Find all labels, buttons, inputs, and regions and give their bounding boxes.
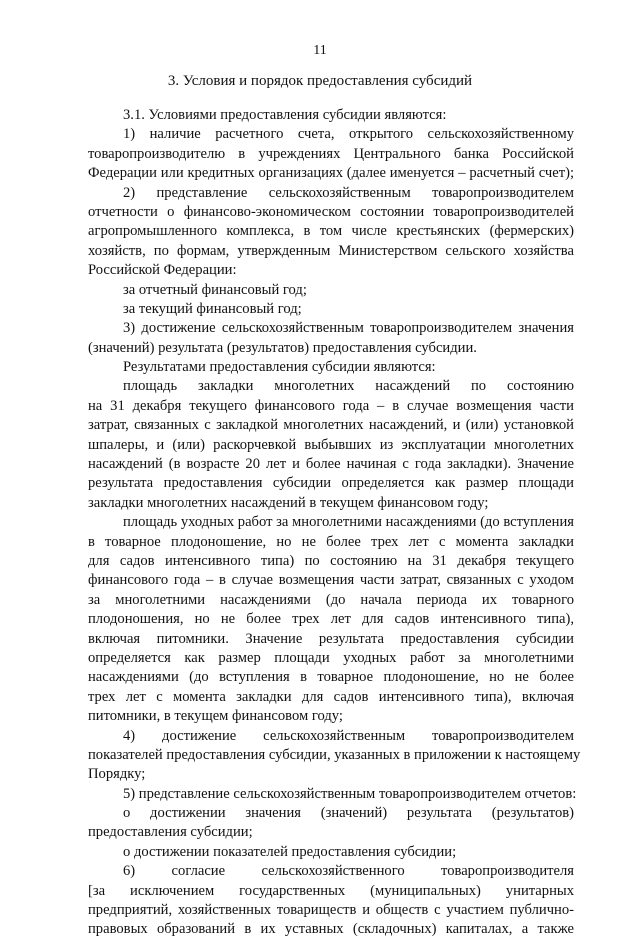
text-line: затрат, связанных с закладкой многолетних насаждений, и (или) установкой xyxy=(88,417,574,434)
text-line: определяется как размер площади уходных работ за многолетними xyxy=(88,649,574,666)
text-line: предприятий, хозяйственных товариществ и обществ с участием публично- xyxy=(88,902,574,919)
text-line: 4) достижение сельскохозяйственным товаропроизводителем xyxy=(123,727,574,744)
text-line: насаждений (в возрасте 20 лет и более начиная с года закладки). Значение xyxy=(88,456,574,473)
text-line: результата предоставления субсидии определяется как размер площади xyxy=(88,475,574,492)
text-line: для садов интенсивного типа) по состоянию на 31 декабря текущего xyxy=(88,552,574,569)
text-line: за отчетный финансовый год; xyxy=(123,281,307,298)
text-line: шпалеры, и (или) раскорчевкой выбывших из эксплуатации многолетних xyxy=(88,436,574,453)
text-line: предоставления субсидии; xyxy=(88,824,253,841)
text-line: 3.1. Условиями предоставления субсидии являются: xyxy=(123,107,447,123)
text-line: за текущий финансовый год; xyxy=(123,300,302,317)
text-line: отчетности о финансово-экономическом состоянии товаропроизводителей xyxy=(88,203,574,220)
text-line: 1) наличие расчетного счета, открытого сельскохозяйственному xyxy=(123,126,574,143)
text-line: хозяйств, по формам, утвержденным Министерством сельского хозяйства xyxy=(88,242,574,259)
text-line: Федерации или кредитных организациях (далее именуется – расчетный счет); xyxy=(88,165,574,182)
text-line: насаждениями (до вступления в товарное плодоношение, но не более xyxy=(88,669,574,686)
document-body xyxy=(88,106,581,940)
text-line: 3) достижение сельскохозяйственным товаропроизводителем значения xyxy=(123,320,574,337)
text-line: Порядку; xyxy=(88,766,146,783)
text-line: [за исключением государственных (муниципальных) унитарных xyxy=(88,882,574,899)
page-number: 11 xyxy=(313,43,327,58)
text-line: включая питомники. Значение результата предоставления субсидии xyxy=(88,630,574,647)
text-line: 5) представление сельскохозяйственным товаропроизводителем отчетов: xyxy=(123,785,577,802)
text-line: о достижении значения (значений) результата (результатов) xyxy=(123,805,574,822)
text-line: площадь закладки многолетних насаждений по состоянию xyxy=(123,378,574,395)
text-line: площадь уходных работ за многолетними насаждениями (до вступления xyxy=(123,514,574,531)
text-line: Российской Федерации: xyxy=(88,262,237,279)
text-line: трех лет с момента закладки для садов интенсивного типа), включая xyxy=(88,688,574,705)
text-line: показателей предоставления субсидии, указанных в приложении к настоящему xyxy=(88,746,581,763)
text-line: о достижении показателей предоставления субсидии; xyxy=(123,843,457,860)
text-line: плодоношения, но не более трех лет для садов интенсивного типа), xyxy=(88,611,574,628)
section-title: 3. Условия и порядок предоставления субсидий xyxy=(167,73,473,89)
text-line: 2) представление сельскохозяйственным товаропроизводителем xyxy=(123,184,574,201)
text-line: финансового года – в случае возмещения части затрат, связанных с уходом xyxy=(88,572,574,589)
text-line: в товарное плодоношение, но не более трех лет с момента закладки xyxy=(88,533,574,550)
text-line: закладки многолетних насаждений в текущем финансовом году; xyxy=(88,494,489,511)
text-line: 6) согласие сельскохозяйственного товаропроизводителя xyxy=(123,863,574,880)
text-line: на 31 декабря текущего финансового года – в случае возмещения части xyxy=(88,397,574,414)
text-line: питомники, в текущем финансовом году; xyxy=(88,708,343,725)
text-line: товаропроизводителю в учреждениях Центрального банка Российской xyxy=(88,145,574,162)
text-line: Результатами предоставления субсидии являются: xyxy=(123,359,436,376)
text-line: за многолетними насаждениями (до начала периода их товарного xyxy=(88,591,574,608)
text-line: правовых образований в их уставных (складочных) капиталах, а также xyxy=(88,921,574,938)
text-line: (значений) результата (результатов) предоставления субсидии. xyxy=(88,339,477,356)
text-line: агропромышленного комплекса, в том числе крестьянских (фермерских) xyxy=(88,223,574,240)
